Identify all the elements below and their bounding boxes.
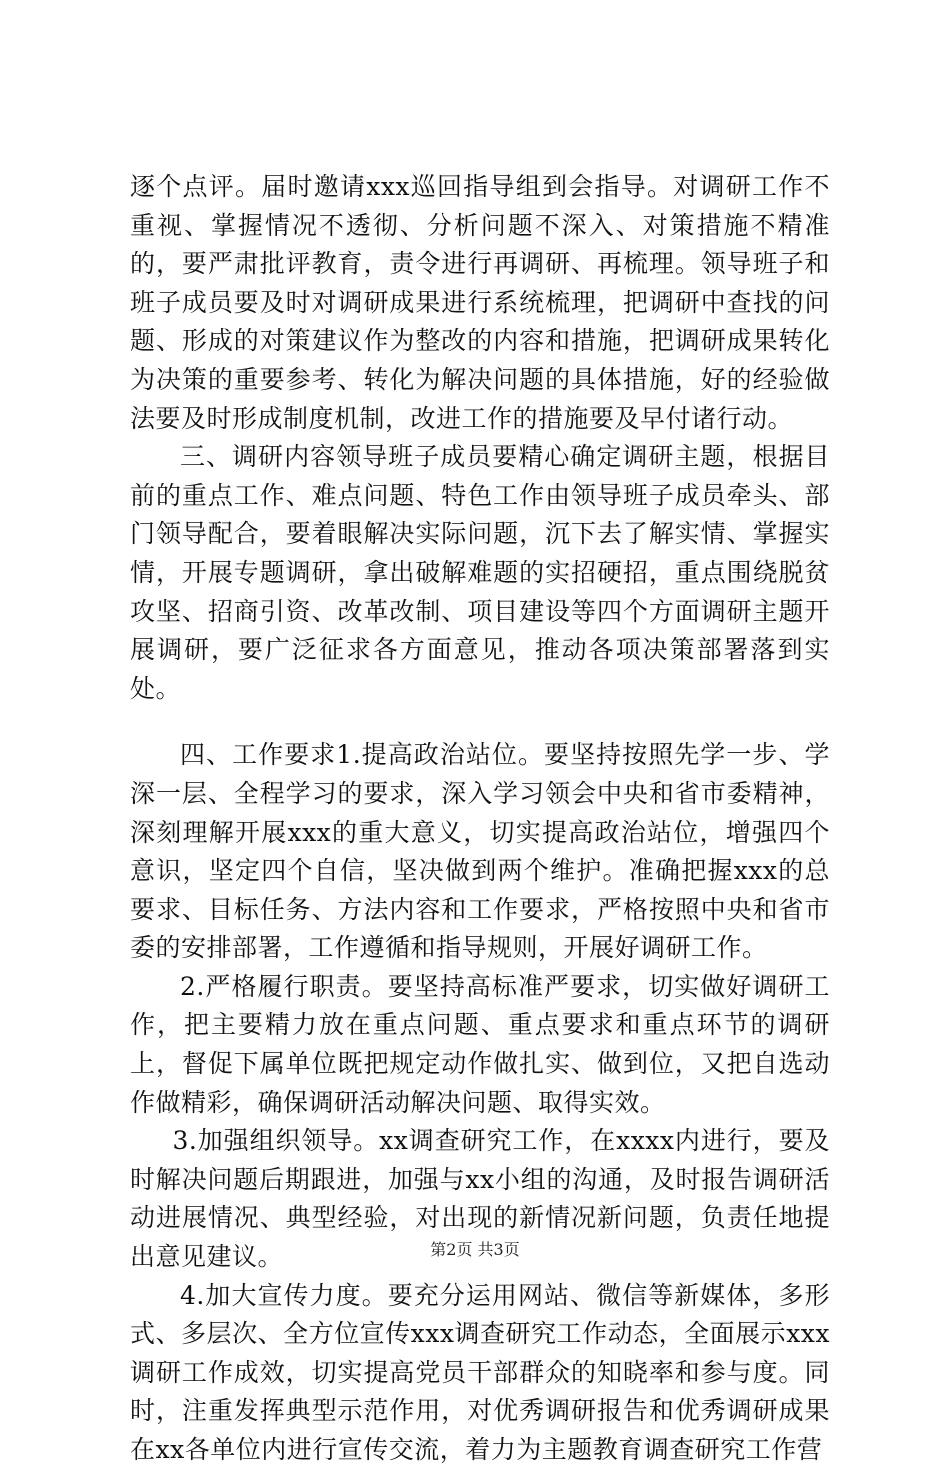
paragraph-work-requirements: 四、工作要求1.提高政治站位。要坚持按照先学一步、学深一层、全程学习的要求，深入学习领会中央和省市委精神，深刻理解开展xxx的重大意义，切实提高政治站位，增强四个意识，坚定四个自信，坚决做到两个维护。准确把握xxx的总要求、目标任务、方法内容和工作要求，严格按照中央和省市委的安排部署，工作遵循和指导规则，开展好调研工作。 — [130, 740, 830, 963]
paragraph-publicity: 4.加大宣传力度。要充分运用网站、微信等新媒体，多形式、多层次、全方位宣传xxx调查研究工作动态，全面展示xxx调研工作成效，切实提高党员干部群众的知晓率和参与度。同时，注重发挥典型示范作用，对优秀调研报告和优秀调研成果在xx各单位内进行宣传交流，着力为主题教育调查研究工作营 — [130, 1280, 830, 1464]
paragraph-research-content: 三、调研内容领导班子成员要精心确定调研主题，根据目前的重点工作、难点问题、特色工作由领导班子成员牵头、部门领导配合，要着眼解决实际问题，沉下去了解实情、掌握实情，开展专题调研，拿出破解难题的实招硬招，重点围绕脱贫攻坚、招商引资、改革改制、项目建设等四个方面调研主题开展调研，要广泛征求各方面意见，推动各项决策部署落到实处。 — [130, 442, 830, 703]
document-body — [130, 168, 830, 1470]
paragraph-review: 逐个点评。届时邀请xxx巡回指导组到会指导。对调研工作不重视、掌握情况不透彻、分析问题不深入、对策措施不精准的，要严肃批评教育，责令进行再调研、再梳理。领导班子和班子成员要及时对调研成果进行系统梳理，把调研中查找的问题、形成的对策建议作为整改的内容和措施，把调研成果转化为决策的重要参考、转化为解决问题的具体措施，好的经验做法要及时形成制度机制，改进工作的措施要及早付诸行动。 — [130, 172, 830, 433]
paragraph-duties: 2.严格履行职责。要坚持高标准严要求，切实做好调研工作，把主要精力放在重点问题、重点要求和重点环节的调研上，督促下属单位既把规定动作做扎实、做到位，又把自选动作做精彩，确保调研活动解决问题、取得实效。 — [130, 971, 830, 1117]
paragraph-organization: 3.加强组织领导。xx调查研究工作，在xxxx内进行，要及时解决问题后期跟进，加强与xx小组的沟通，及时报告调研活动进展情况、典型经验，对出现的新情况新问题，负责任地提出意见建议。 — [130, 1126, 830, 1272]
page-number-footer: 第2页 共3页 — [430, 1240, 520, 1259]
